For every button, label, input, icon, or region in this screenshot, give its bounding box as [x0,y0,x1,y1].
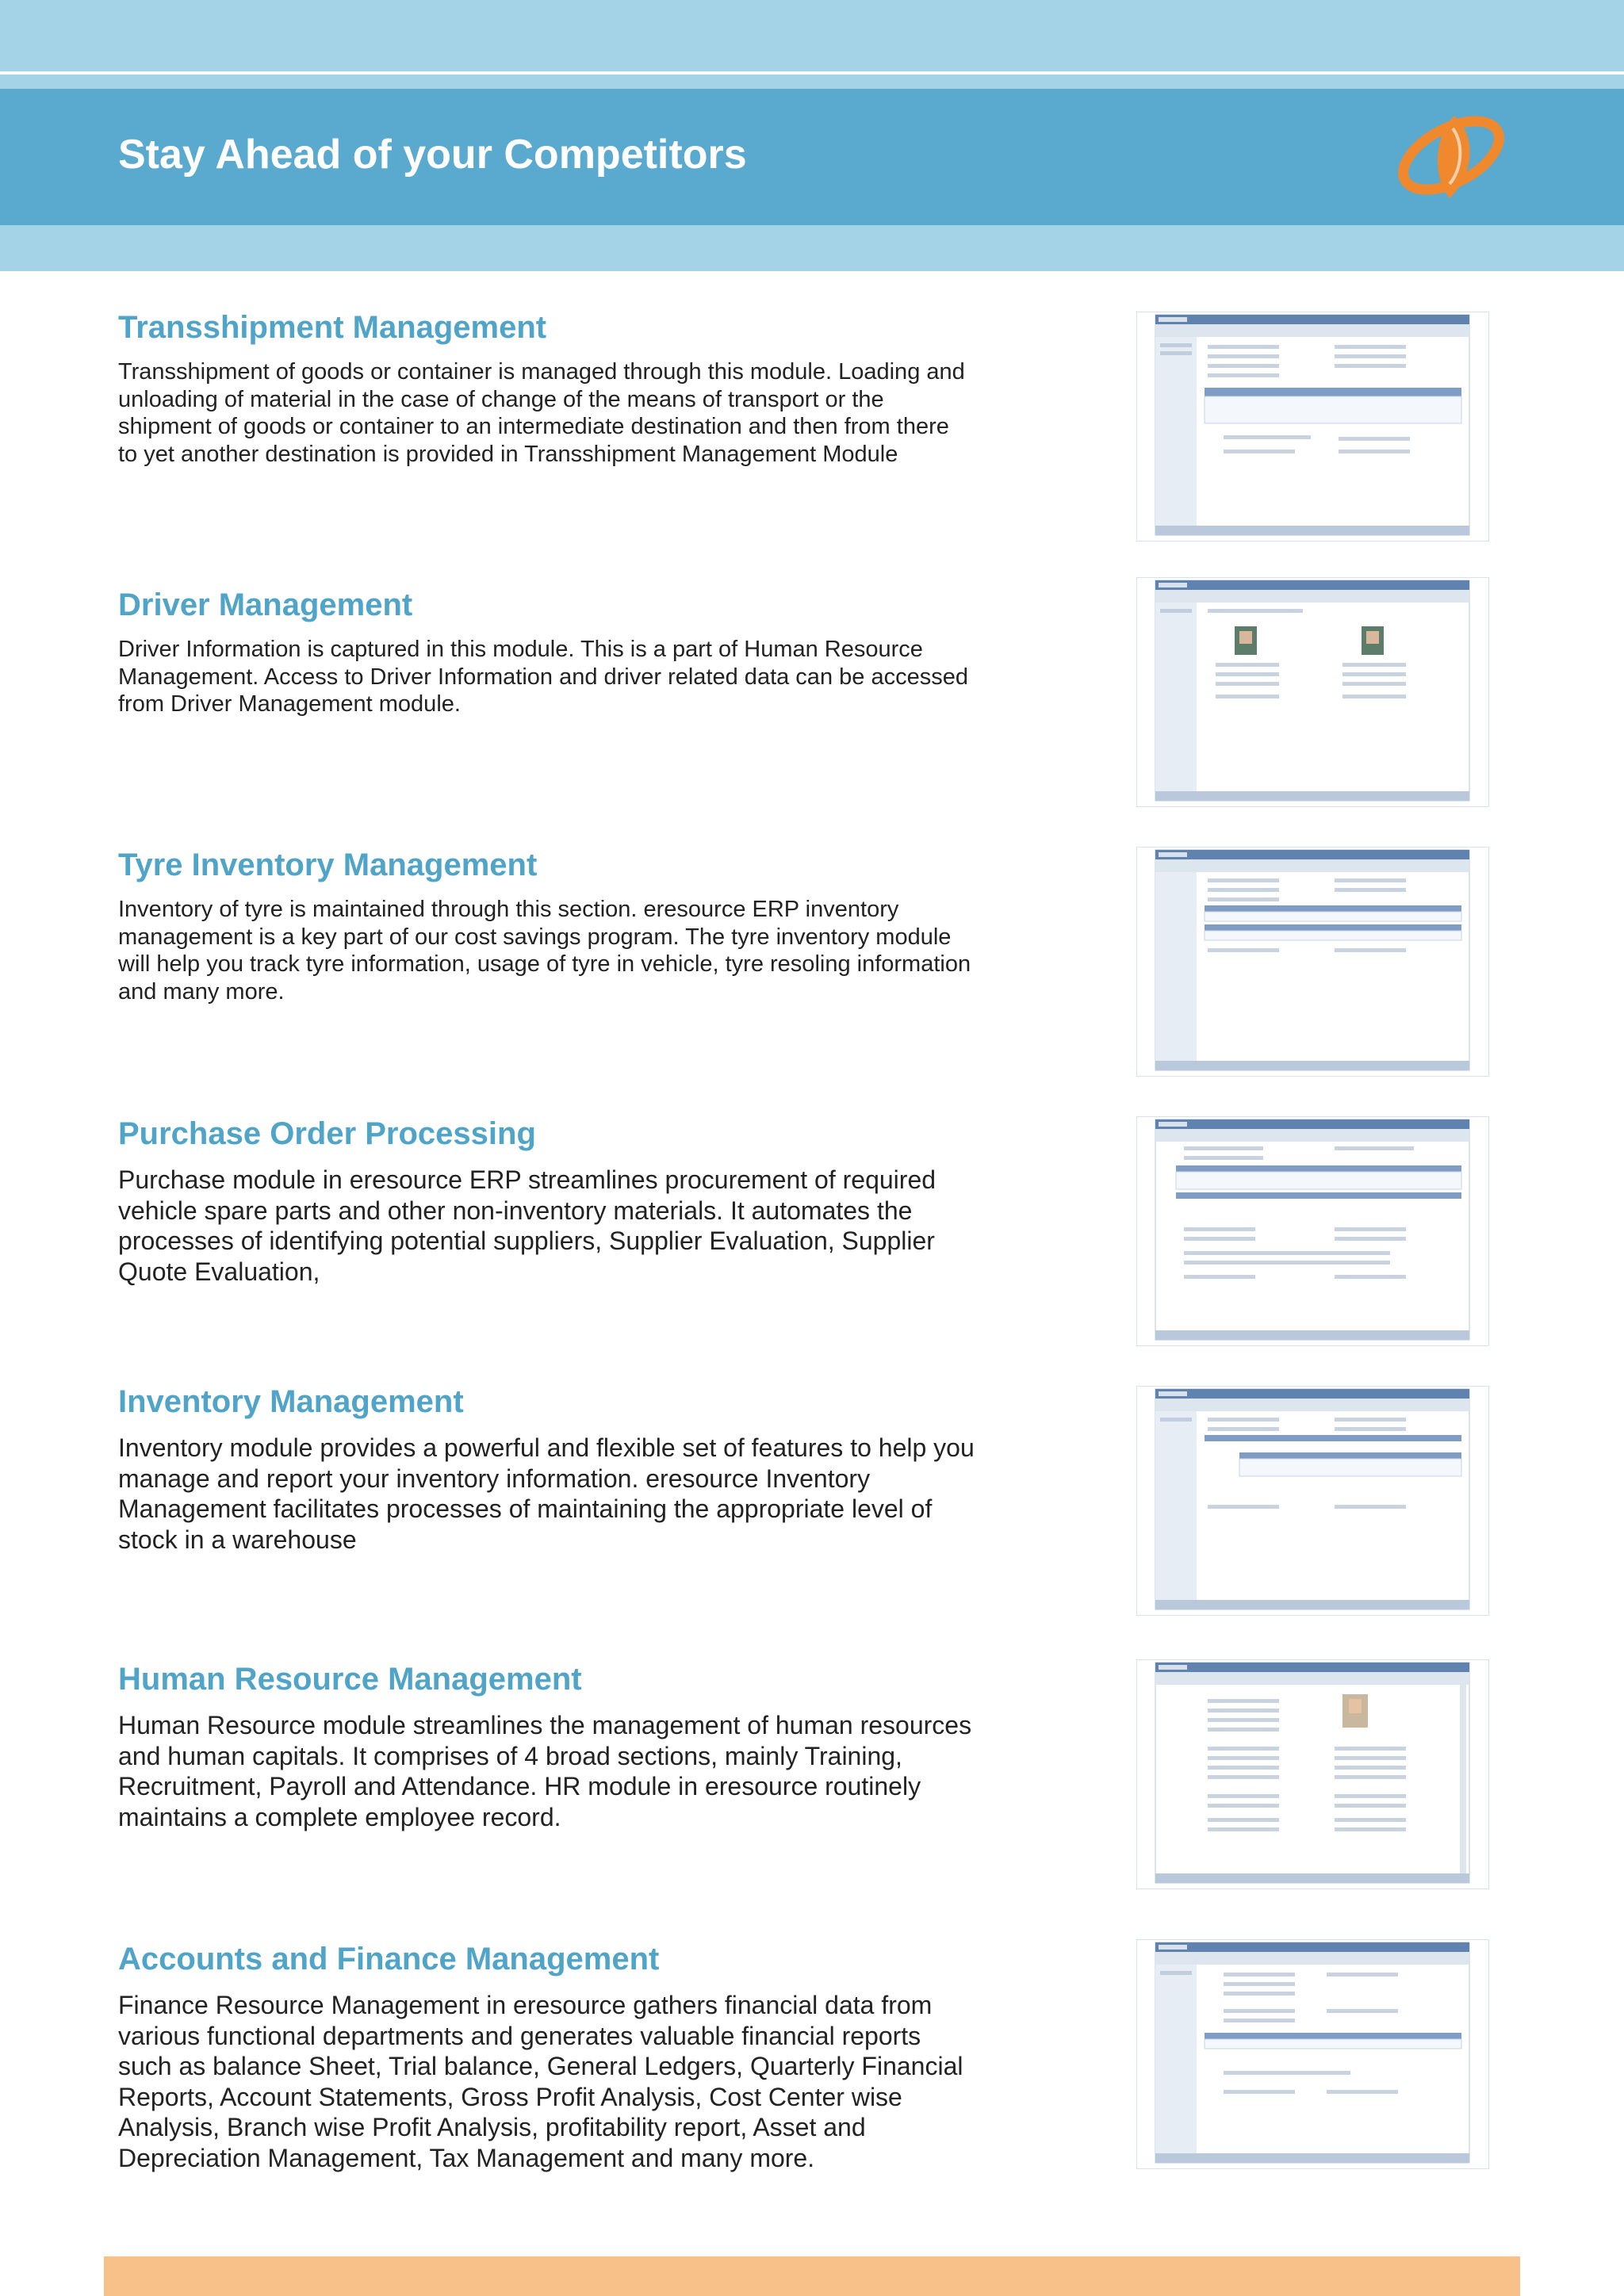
section-heading: Transshipment Management [118,310,547,345]
header-bottom-band [0,225,1624,271]
section-body: Finance Resource Management in eresource gathers financial data from various functional departments and generates valuable financial reports such as balance Sheet, Trial balance, General Ledgers, Quarterly Financial Reports, Account Statements, Gross Profit Analysis, Cost Center wise Analysis, Branch wise Profit Analysis, profitability report, Asset and Depreciation Management, Tax Management and many more. [118,1991,963,2172]
section-body: Transshipment of goods or container is managed through this module. Loading and unloading of material in the case of change of the means of transport or the shipment of goods or container to an intermediate destination and then from there to yet another destination is provided in Transshipment Management Module [118,359,965,467]
section-heading: Tyre Inventory Management [118,848,538,882]
section-human-resource [118,1659,975,1832]
transshipment-screenshot [1136,312,1489,541]
tyre-inventory-screenshot [1136,847,1489,1077]
section-driver [118,585,975,718]
section-body: Inventory of tyre is maintained through this section. eresource ERP inventory management is a key part of our cost savings program. The tyre inventory module will help you track tyre information, usage of tyre in vehicle, tyre resoling information and many more. [118,897,971,1004]
section-body: Driver Information is captured in this module. This is a part of Human Resource Management. Access to Driver Information and driver related data can be accessed from Driver Management module. [118,637,968,717]
section-heading: Driver Management [118,587,413,622]
header-top-band [0,0,1624,71]
section-heading: Purchase Order Processing [118,1116,536,1151]
section-body: Inventory module provides a powerful and flexible set of features to help you manage and report your inventory information. eresource Inventory Management facilitates processes of maintaining the appropriate level of stock in a warehouse [118,1433,975,1554]
section-accounts-finance [118,1939,975,2173]
section-heading: Human Resource Management [118,1662,582,1697]
section-inventory [118,1382,975,1555]
driver-screenshot [1136,577,1489,807]
orange-swirl-logo-icon [1386,101,1515,209]
human-resource-screenshot [1136,1659,1489,1889]
section-heading: Accounts and Finance Management [118,1942,660,1976]
purchase-order-screenshot [1136,1116,1489,1346]
page-title: Stay Ahead of your Competitors [118,132,747,178]
section-body: Purchase module in eresource ERP streamlines procurement of required vehicle spare parts and other non-inventory materials. It automates the processes of identifying potential suppliers, Supplier Evaluation, Supplier Quote Evaluation, [118,1165,936,1286]
section-transshipment [118,308,975,468]
header-light-strip [0,75,1624,89]
inventory-screenshot [1136,1386,1489,1616]
accounts-finance-screenshot [1136,1939,1489,2169]
section-heading: Inventory Management [118,1384,464,1419]
footer-band [104,2256,1520,2296]
section-tyre-inventory [118,845,975,1005]
section-body: Human Resource module streamlines the management of human resources and human capitals. It comprises of 4 broad sections, mainly Training, Recruitment, Payroll and Attendance. HR module in eresource routinely maintains a complete employee record. [118,1711,972,1831]
section-purchase-order [118,1114,975,1287]
